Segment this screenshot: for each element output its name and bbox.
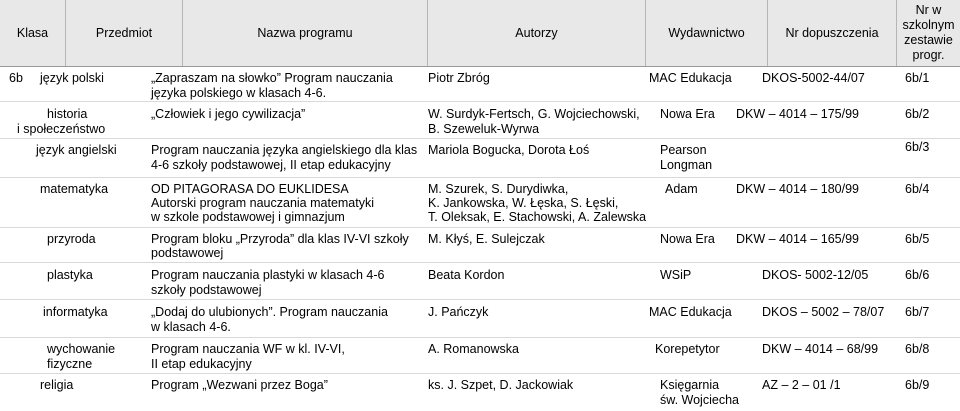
header-nr-w-line: progr. [912,48,945,62]
nr-w-zestawie-cell: 6b/2 [905,107,930,121]
program-cell: podstawowej [151,246,224,260]
nr-dopuszczenia-cell: DKOS – 5002 – 78/07 [762,305,885,319]
autorzy-cell: Beata Kordon [428,268,505,282]
header-nr-w-line: Nr w [915,3,942,17]
wydawnictwo-cell: Korepetytor [655,342,720,356]
program-cell: „Człowiek i jego cywilizacja” [151,107,306,121]
autorzy-cell: Mariola Bogucka, Dorota Łoś [428,143,590,157]
autorzy-cell: W. Surdyk-Fertsch, G. Wojciechowski, [428,107,640,121]
program-cell: „Dodaj do ulubionych”. Program nauczania [151,305,388,319]
przedmiot-cell: matematyka [40,182,109,196]
wydawnictwo-cell: Adam [665,182,698,196]
table-header [0,0,960,67]
wydawnictwo-cell: Pearson [660,143,707,157]
nr-w-zestawie-cell: 6b/6 [905,268,930,282]
przedmiot-cell: informatyka [43,305,108,319]
wydawnictwo-cell: św. Wojciecha [660,393,739,407]
wydawnictwo-cell: MAC Edukacja [649,305,732,319]
program-cell: Program nauczania WF w kl. IV-VI, [151,342,345,356]
przedmiot-cell: religia [40,378,74,392]
nr-w-zestawie-cell: 6b/9 [905,378,930,392]
header-klasa: Klasa [0,0,66,66]
nr-dopuszczenia-cell: AZ – 2 – 01 /1 [762,378,841,392]
nr-w-zestawie-cell: 6b/5 [905,232,930,246]
row-divider [0,177,960,178]
program-cell: w szkole podstawowej i gimnazjum [151,210,345,224]
nr-w-zestawie-cell: 6b/8 [905,342,930,356]
wydawnictwo-cell: Nowa Era [660,107,715,121]
program-cell: Program nauczania plastyki w klasach 4-6 [151,268,385,282]
przedmiot-cell: język polski [40,71,104,85]
program-cell: Autorski program nauczania matematyki [151,196,375,210]
program-cell: w klasach 4-6. [151,320,231,334]
autorzy-cell: Piotr Zbróg [428,71,490,85]
nr-w-zestawie-cell: 6b/7 [905,305,930,319]
nr-w-zestawie-cell: 6b/1 [905,71,930,85]
program-cell: II etap edukacyjny [151,357,252,371]
nr-w-zestawie-cell: 6b/3 [905,140,930,154]
przedmiot-cell: i społeczeństwo [17,122,106,136]
program-cell: szkoły podstawowej [151,283,262,297]
program-cell: języka polskiego w klasach 4-6. [151,86,327,100]
autorzy-cell: A. Romanowska [428,342,520,356]
header-autorzy: Autorzy [428,0,646,66]
program-cell: Program bloku „Przyroda” dla klas IV-VI szkoły [151,232,409,246]
row-divider [0,337,960,338]
program-cell: 4-6 szkoły podstawowej, II etap edukacyjny [151,158,391,172]
nr-dopuszczenia-cell: DKW – 4014 – 175/99 [736,107,859,121]
przedmiot-cell: przyroda [47,232,96,246]
nr-dopuszczenia-cell: DKW – 4014 – 180/99 [736,182,859,196]
autorzy-cell: M. Szurek, S. Durydiwka, [428,182,569,196]
wydawnictwo-cell: Księgarnia [660,378,720,392]
przedmiot-cell: historia [47,107,88,121]
program-cell: „Zapraszam na słowko” Program nauczania [151,71,393,85]
nr-dopuszczenia-cell: DKW – 4014 – 165/99 [736,232,859,246]
nr-dopuszczenia-cell: DKW – 4014 – 68/99 [762,342,879,356]
wydawnictwo-cell: MAC Edukacja [649,71,732,85]
program-cell: Program nauczania języka angielskiego dla klas [151,143,418,157]
przedmiot-cell: plastyka [47,268,93,282]
nr-dopuszczenia-cell: DKOS-5002-44/07 [762,71,865,85]
header-nazwa-programu: Nazwa programu [183,0,428,66]
przedmiot-cell: fizyczne [47,357,93,371]
header-nr-w-line: zestawie [904,33,953,47]
row-divider [0,138,960,139]
przedmiot-cell: język angielski [36,143,117,157]
row-divider [0,101,960,102]
autorzy-cell: K. Jankowska, W. Łęska, S. Łęski, [428,196,619,210]
autorzy-cell: M. Kłyś, E. Sulejczak [428,232,545,246]
row-divider [0,262,960,263]
autorzy-cell: ks. J. Szpet, D. Jackowiak [428,378,574,392]
row-divider [0,299,960,300]
nr-w-zestawie-cell: 6b/4 [905,182,930,196]
program-cell: OD PITAGORASA DO EUKLIDESA [151,182,349,196]
autorzy-cell: T. Oleksak, E. Stachowski, A. Zalewska [428,210,647,224]
header-wydawnictwo: Wydawnictwo [646,0,768,66]
row-divider [0,227,960,228]
wydawnictwo-cell: Nowa Era [660,232,715,246]
wydawnictwo-cell: WSiP [660,268,692,282]
nr-dopuszczenia-cell: DKOS- 5002-12/05 [762,268,869,282]
header-nr-w-zestawie [897,0,960,66]
klasa-cell: 6b [9,71,23,85]
program-cell: Program „Wezwani przez Boga” [151,378,328,392]
row-divider [0,373,960,374]
header-przedmiot: Przedmiot [66,0,183,66]
autorzy-cell: B. Szeweluk-Wyrwa [428,122,540,136]
wydawnictwo-cell: Longman [660,158,713,172]
autorzy-cell: J. Pańczyk [428,305,489,319]
header-nr-dopuszczenia: Nr dopuszczenia [768,0,897,66]
przedmiot-cell: wychowanie [47,342,116,356]
header-nr-w-line: szkolnym [902,18,955,32]
